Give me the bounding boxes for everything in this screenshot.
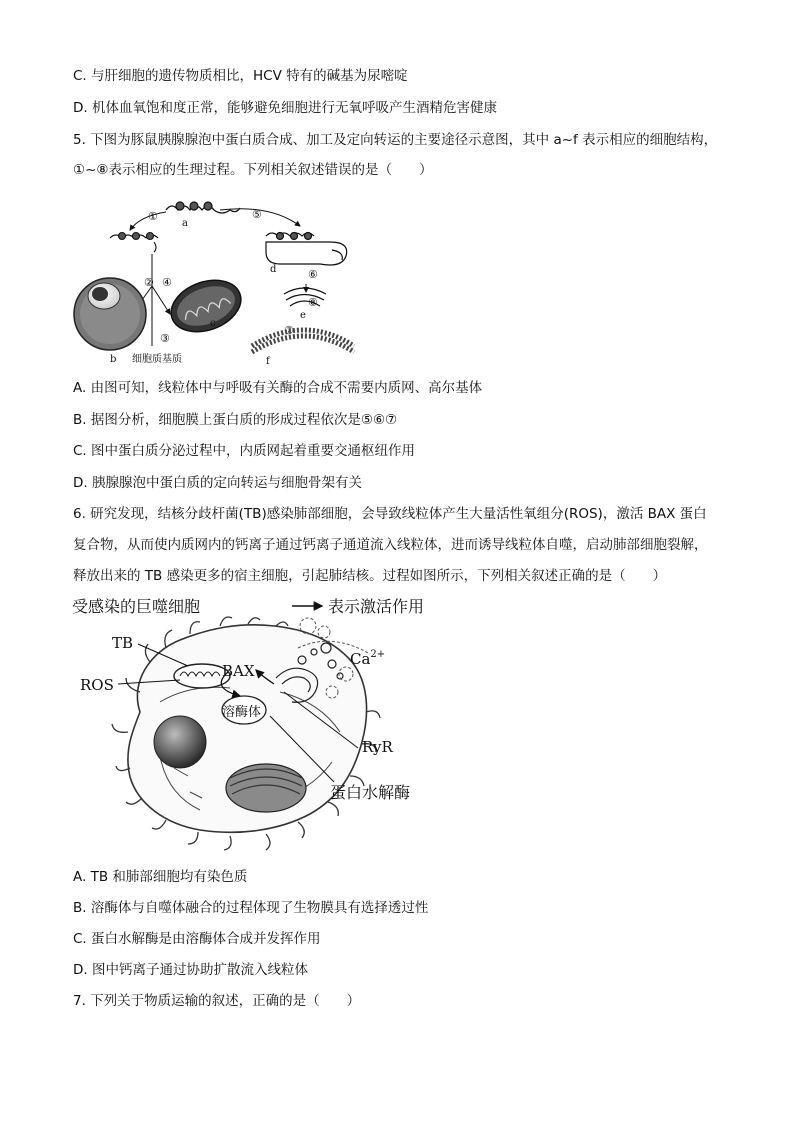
question-5-option-c: C. 图中蛋白质分泌过程中，内质网起着重要交通枢纽作用	[73, 443, 416, 459]
free-ribosomes-a	[166, 202, 240, 213]
step-7: ⑦	[284, 324, 294, 337]
question-6-option-c: C. 蛋白水解酶是由溶酶体合成并发挥作用	[73, 931, 321, 947]
cell-membrane-f	[252, 330, 354, 352]
label-lysosome: 溶酶体	[222, 705, 262, 720]
label-c: c	[210, 318, 216, 329]
figure-6-title: 受感染的巨噬细胞	[72, 597, 201, 616]
question-6-line-2: 复合物，从而使内质网内的钙离子通过钙离子通道流入线粒体，进而诱导线粒体自噬，启动肺部细胞裂解，	[73, 537, 708, 553]
step-8: ⑧	[308, 296, 318, 309]
label-d: d	[270, 264, 277, 275]
endoplasmic-reticulum-d	[266, 233, 347, 266]
question-5-option-b: B. 据图分析，细胞膜上蛋白质的形成过程依次是⑤⑥⑦	[73, 412, 398, 428]
question-7: 7. 下列关于物质运输的叙述，正确的是（ ）	[73, 993, 361, 1009]
label-bax: BAX	[222, 662, 255, 680]
label-ryr: RyR	[362, 738, 393, 756]
option-d-prev: D. 机体血氧饱和度正常，能够避免细胞进行无氧呼吸产生酒精危害健康	[73, 100, 497, 116]
mitochondrion-c	[164, 271, 248, 341]
question-6-line-3: 释放出来的 TB 感染更多的宿主细胞，引起肺结核。过程如图所示，下列相关叙述正确的是（ ）	[73, 568, 667, 584]
label-f: f	[266, 356, 270, 367]
question-5-option-a: A. 由图可知，线粒体中与呼吸有关酶的合成不需要内质网、高尔基体	[73, 380, 483, 396]
question-6-option-d: D. 图中钙离子通过协助扩散流入线粒体	[73, 962, 308, 978]
step-2: ②	[144, 276, 154, 289]
step-6: ⑥	[308, 268, 318, 281]
question-5-option-d: D. 胰腺腺泡中蛋白质的定向转运与细胞骨架有关	[73, 475, 362, 491]
figure-6-macrophage	[70, 592, 450, 854]
step-5: ⑤	[252, 208, 262, 221]
golgi-6	[226, 764, 306, 812]
label-b: b	[110, 354, 117, 365]
question-6-line-1: 6. 研究发现，结核分歧杆菌(TB)感染肺部细胞，会导致线粒体产生大量活性氧组分(ROS)，激活 BAX 蛋白	[73, 506, 707, 522]
step-3: ③	[160, 332, 170, 345]
label-protease: 蛋白水解酶	[330, 783, 411, 802]
step-4: ④	[162, 276, 172, 289]
golgi-e	[284, 288, 326, 306]
nucleus	[154, 716, 206, 768]
question-6-option-a: A. TB 和肺部细胞均有染色质	[73, 869, 248, 885]
question-6-option-b: B. 溶酶体与自噬体融合的过程体现了生物膜具有选择透过性	[73, 900, 429, 916]
label-a: a	[182, 218, 188, 229]
label-tb: TB	[112, 634, 134, 652]
legend-text: 表示激活作用	[328, 597, 425, 616]
nucleus-b	[74, 278, 146, 350]
figure-5-protein-pathway	[70, 196, 370, 368]
label-cytoplasm-matrix: 细胞质基质	[132, 354, 182, 365]
question-5-line-1: 5. 下图为豚鼠胰腺腺泡中蛋白质合成、加工及定向转运的主要途径示意图，其中 a~f 表示相应的细胞结构，	[73, 132, 718, 148]
label-ros: ROS	[80, 676, 114, 694]
label-e: e	[300, 310, 306, 321]
option-c-prev: C. 与肝细胞的遗传物质相比，HCV 特有的碱基为尿嘧啶	[73, 68, 408, 84]
label-ca: $Ca^{2+}$	[350, 649, 386, 668]
step-1: ①	[148, 210, 158, 223]
question-5-line-2: ①~⑧表示相应的生理过程。下列相关叙述错误的是（ ）	[73, 162, 433, 178]
